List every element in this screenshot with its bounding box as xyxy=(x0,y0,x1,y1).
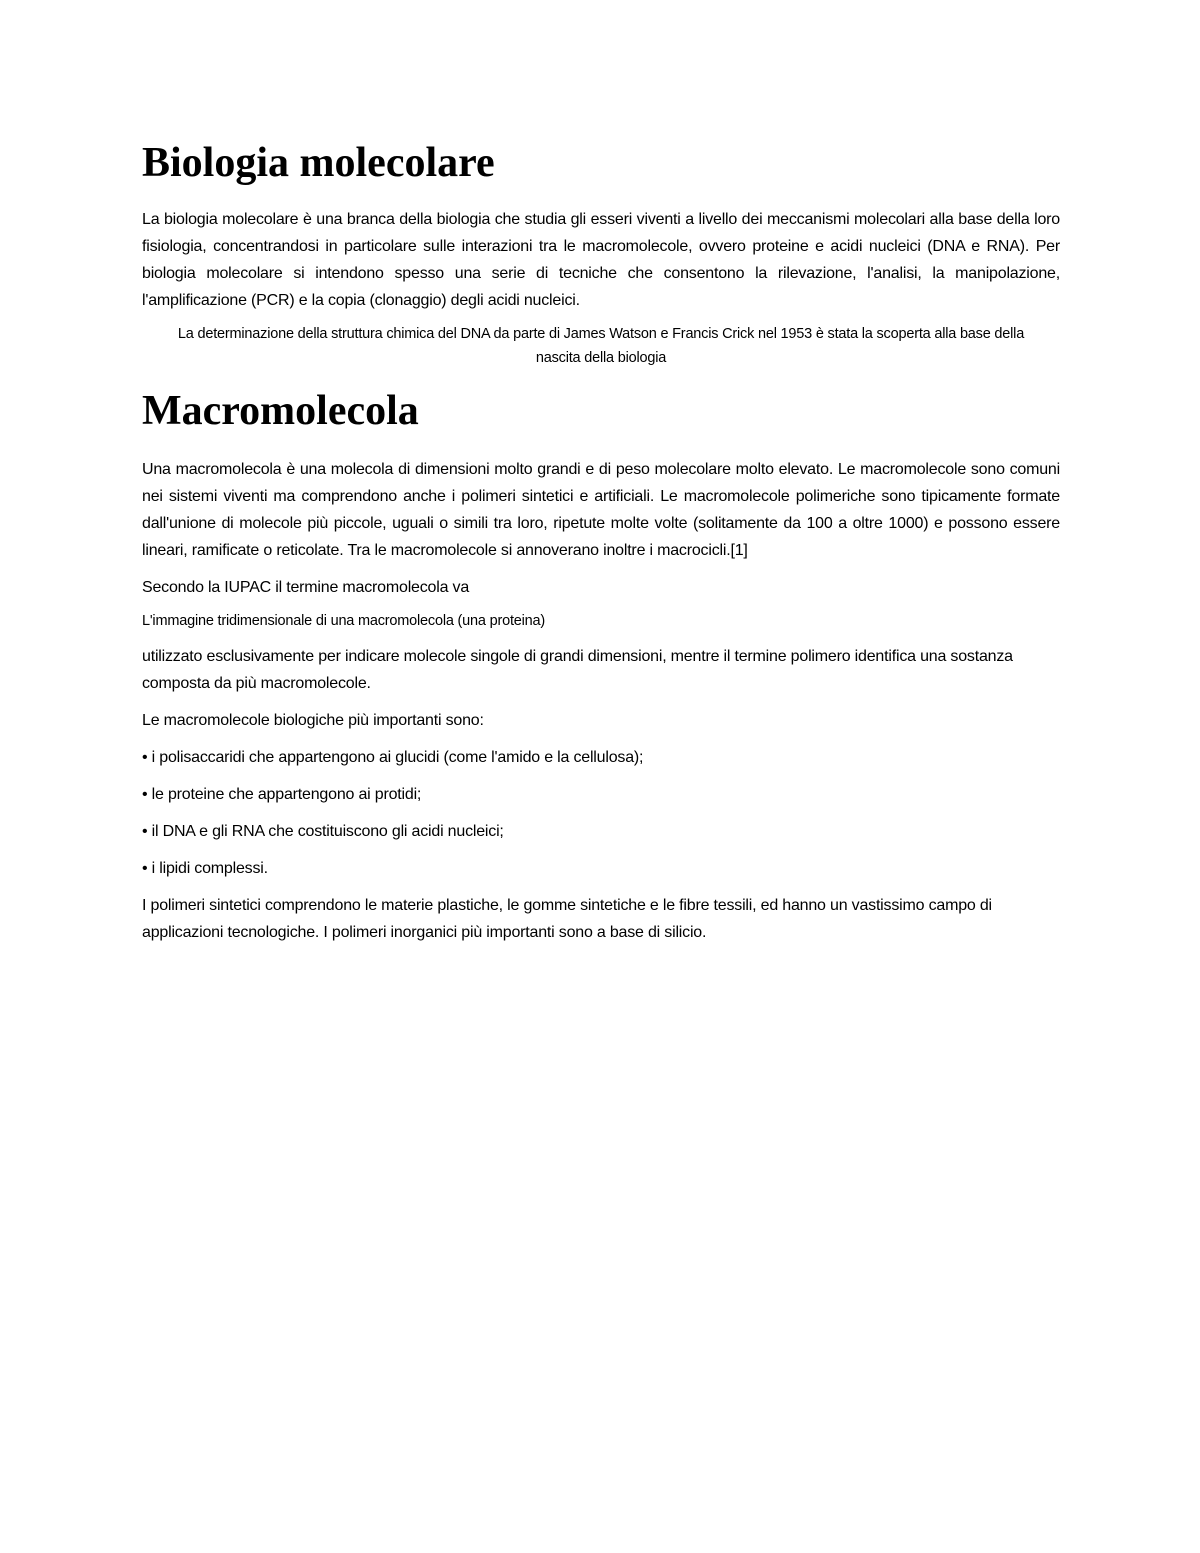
list-item: • i polisaccaridi che appartengono ai glucidi (come l'amido e la cellulosa); xyxy=(142,749,644,767)
paragraph-intro: La biologia molecolare è una branca della biologia che studia gli esseri viventi a livello dei meccanismi molecolari alla base della loro fisiologia, concentrandosi in particolare sulle interazioni tra le macromolecole, ovvero proteine e acidi nucleici (DNA e RNA). Per biologia molecolare si intendono spesso una serie di tecniche che consentono la rilevazione, l'analisi, la manipolazione, l'amplificazione (PCR) e la copia (clonaggio) degli acidi nucleici. xyxy=(142,211,1060,310)
caption-protein: L'immagine tridimensionale di una macromolecola (una proteina) xyxy=(142,613,546,630)
paragraph-iupac: Secondo la IUPAC il termine macromolecola va xyxy=(142,579,470,597)
heading-biologia-molecolare: Biologia molecolare xyxy=(142,140,495,186)
paragraph-macromolecola: Una macromolecola è una molecola di dimensioni molto grandi e di peso molecolare molto elevato. Le macromolecole sono comuni nei sistemi viventi ma comprendono anche i polimeri sintetici e artificiali. Le macromolecole polimeriche sono tipicamente formate dall'unione di molecole più piccole, uguali o simili tra loro, ripetute molte volte (solitamente da 100 a oltre 1000) e possono essere lineari, ramificate o reticolate. Tra le macromolecole si annoverano inoltre i macrocicli.[1] xyxy=(142,461,1060,560)
document-page xyxy=(142,140,1060,946)
paragraph-list-intro: Le macromolecole biologiche più importanti sono: xyxy=(142,712,484,730)
paragraph-polimeri: I polimeri sintetici comprendono le materie plastiche, le gomme sintetiche e le fibre tessili, ed hanno un vastissimo campo di applicazioni tecnologiche. I polimeri inorganici più importanti sono a base di silicio. xyxy=(142,897,992,942)
caption-dna: La determinazione della struttura chimica del DNA da parte di James Watson e Francis Crick nel 1953 è stata la scoperta alla base della nascita della biologia xyxy=(177,326,1025,367)
heading-macromolecola: Macromolecola xyxy=(142,388,419,435)
paragraph-utilizzato: utilizzato esclusivamente per indicare molecole singole di grandi dimensioni, mentre il termine polimero identifica una sostanza composta da più macromolecole. xyxy=(142,648,1013,693)
list-item: • i lipidi complessi. xyxy=(142,860,268,878)
list-item: • le proteine che appartengono ai protidi; xyxy=(142,786,422,804)
list-item: • il DNA e gli RNA che costituiscono gli acidi nucleici; xyxy=(142,823,504,841)
